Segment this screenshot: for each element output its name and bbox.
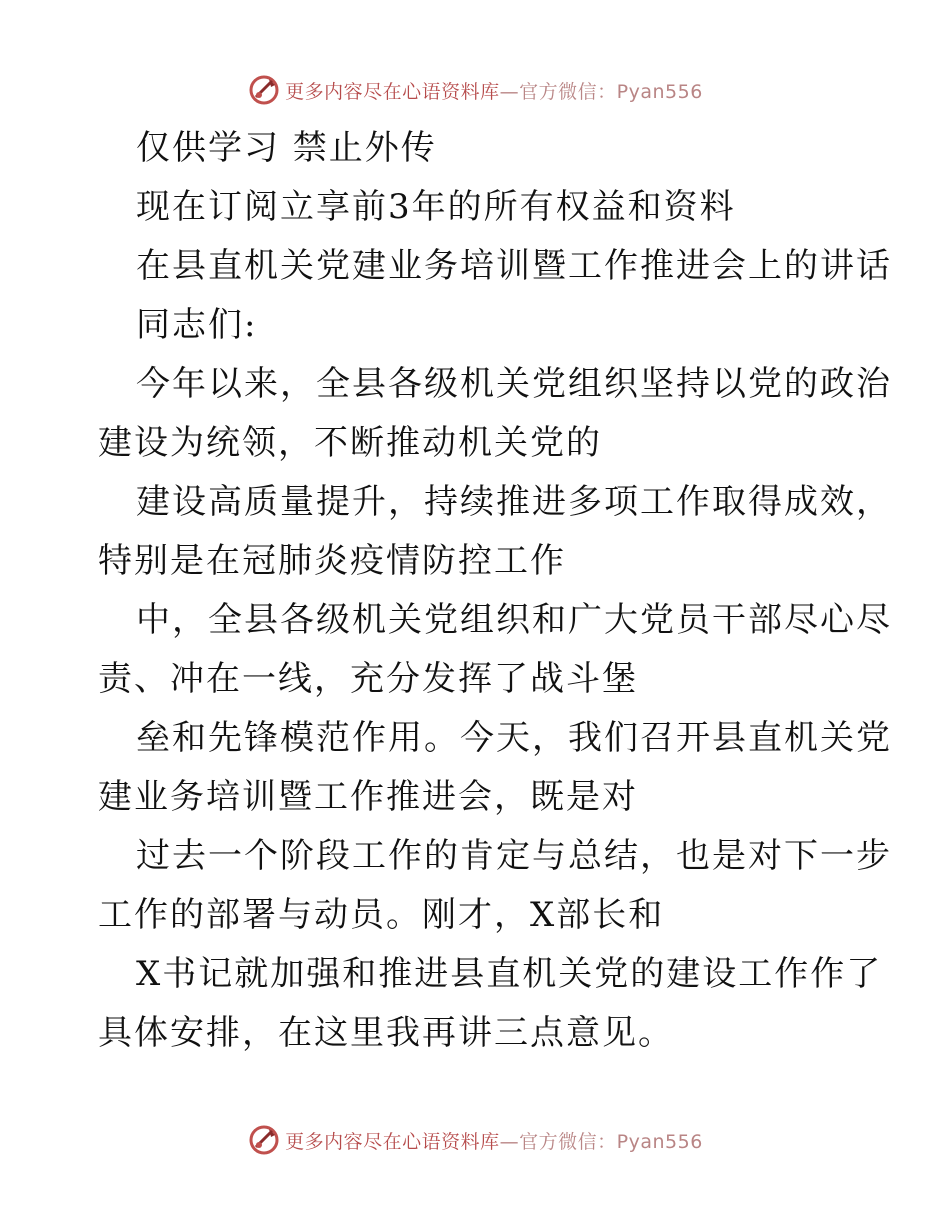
paragraph-line: 今年以来，全县各级机关党组织坚持以党的政治 xyxy=(136,364,892,404)
header-banner xyxy=(0,70,950,110)
paragraph-line: 中，全县各级机关党组织和广大党员干部尽心尽 xyxy=(136,600,892,640)
banner-wechat-text: 官方微信：Pyan556 xyxy=(519,1130,703,1153)
salutation: 同志们: xyxy=(136,305,258,345)
paragraph-line: 垒和先锋模范作用。今天，我们召开县直机关党 xyxy=(136,718,892,758)
speech-title: 在县直机关党建业务培训暨工作推进会上的讲话 xyxy=(136,246,892,286)
paragraph-line: 建设高质量提升，持续推进多项工作取得成效， xyxy=(136,482,892,522)
banner-wechat-text: 官方微信：Pyan556 xyxy=(519,80,703,103)
paragraph-line: 责、冲在一线，充分发挥了战斗堡 xyxy=(98,659,638,699)
document-body xyxy=(98,119,892,1063)
paragraph-line: X书记就加强和推进县直机关党的建设工作作了 xyxy=(136,954,883,994)
banner-dash: — xyxy=(499,80,520,103)
paragraph-line: 建业务培训暨工作推进会，既是对 xyxy=(98,777,638,817)
paragraph-line: 工作的部署与动员。刚才，X部长和 xyxy=(98,895,665,935)
paragraph-line: 过去一个阶段工作的肯定与总结，也是对下一步 xyxy=(136,836,892,876)
paragraph-line: 特别是在冠肺炎疫情防控工作 xyxy=(98,541,566,581)
banner-main-text: 更多内容尽在心语资料库 xyxy=(285,1130,500,1153)
brand-logo-icon xyxy=(247,73,281,107)
subscribe-line: 现在订阅立享前3年的所有权益和资料 xyxy=(136,187,736,227)
banner-main-text: 更多内容尽在心语资料库 xyxy=(285,80,500,103)
brand-logo-icon xyxy=(247,1123,281,1157)
notice-line: 仅供学习 禁止外传 xyxy=(136,128,437,168)
paragraph-line: 建设为统领，不断推动机关党的 xyxy=(98,423,602,463)
banner-dash: — xyxy=(499,1130,520,1153)
footer-banner xyxy=(0,1120,950,1160)
paragraph-line: 具体安排，在这里我再讲三点意见。 xyxy=(98,1013,674,1053)
